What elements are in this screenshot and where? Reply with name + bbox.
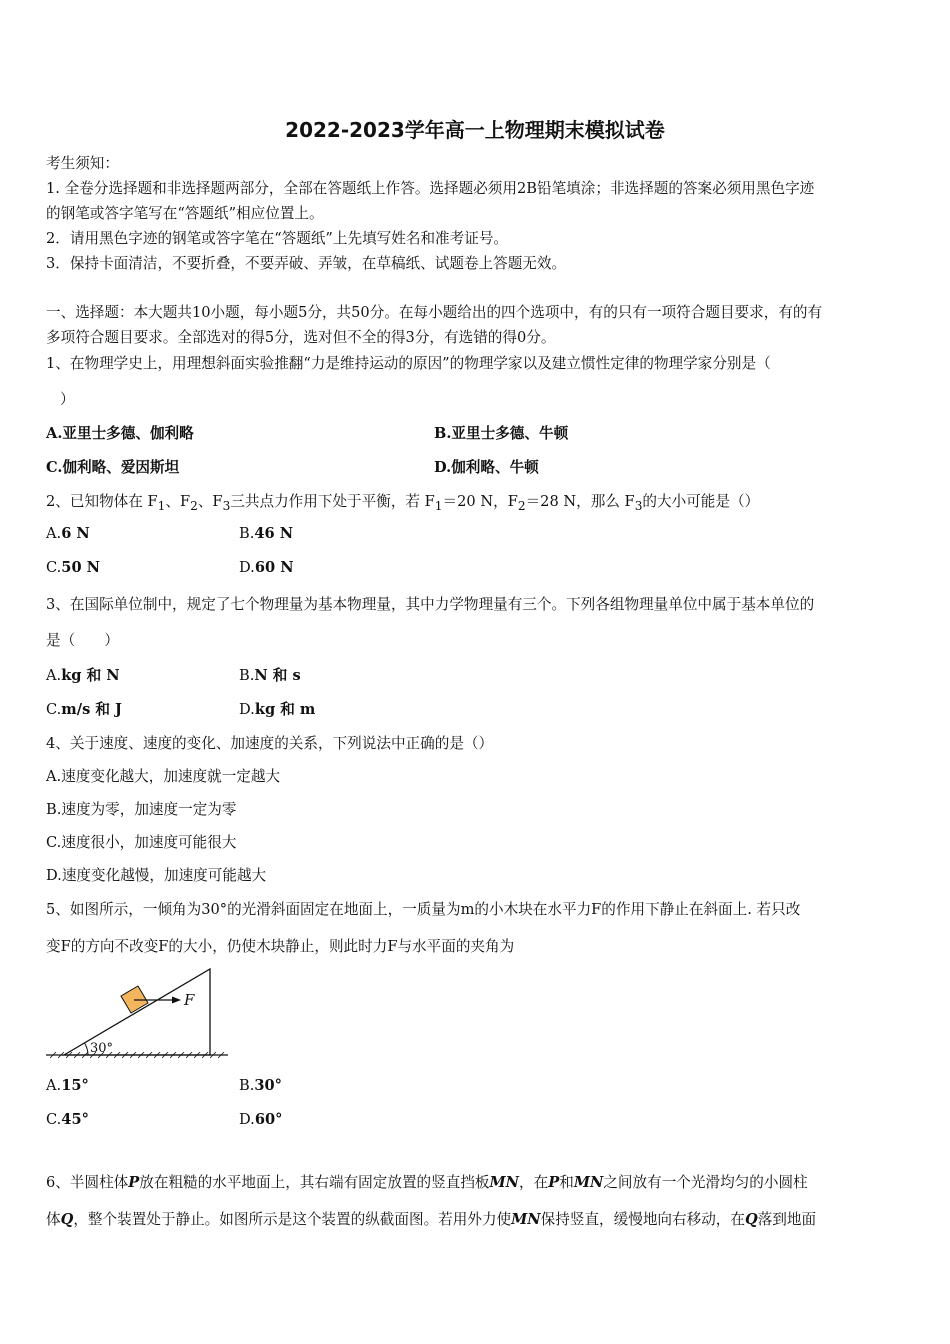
force-label: F bbox=[184, 991, 195, 1009]
q3-option-b-label: B. bbox=[239, 667, 255, 684]
q3-option-d-value: kg 和 m bbox=[254, 701, 316, 718]
q5-option-c-value: 45° bbox=[61, 1111, 89, 1128]
q2-option-c-label: C. bbox=[46, 559, 62, 576]
q5-option-a-value: 15° bbox=[61, 1077, 89, 1094]
q3-option-d-label: D. bbox=[239, 701, 255, 718]
q2-option-d bbox=[239, 559, 294, 576]
q6-var-mn: MN bbox=[489, 1174, 520, 1191]
q6-stem-line-2 bbox=[46, 1208, 816, 1229]
q5-option-a-label: A. bbox=[46, 1077, 62, 1094]
q2-stem-f: ＝28 N，那么 F bbox=[525, 493, 635, 510]
q1-option-b: B.亚里士多德、牛顿 bbox=[434, 425, 569, 442]
page-title: 2022-2023学年高一上物理期末模拟试卷 bbox=[285, 118, 665, 142]
q2-sub-3: 3 bbox=[222, 498, 231, 513]
q3-option-a-label: A. bbox=[46, 667, 62, 684]
q1-option-c: C.伽利略、爱因斯坦 bbox=[46, 459, 180, 476]
q2-option-a-label: A. bbox=[46, 525, 62, 542]
q2-option-c bbox=[46, 559, 100, 576]
q2-stem-a: 2、已知物体在 F bbox=[46, 493, 158, 510]
notice-heading: 考生须知： bbox=[46, 155, 119, 172]
q5-option-d bbox=[239, 1111, 282, 1128]
notice-item-2: 2．请用黑色字迹的钢笔或答字笔在“答题纸”上先填写姓名和准考证号。 bbox=[46, 230, 509, 247]
incline-diagram bbox=[44, 962, 234, 1064]
q6-var-q: Q bbox=[60, 1211, 74, 1228]
q6-text: 放在粗糙的水平地面上，其右端有固定放置的竖直挡板 bbox=[139, 1174, 490, 1191]
q4-option-b: B.速度为零，加速度一定为零 bbox=[46, 801, 237, 818]
q3-option-d bbox=[239, 698, 315, 719]
q3-option-c bbox=[46, 698, 122, 719]
q6-text: ，在 bbox=[519, 1174, 549, 1191]
q2-option-a bbox=[46, 525, 90, 542]
q2-option-b-label: B. bbox=[239, 525, 255, 542]
q5-option-a bbox=[46, 1077, 89, 1094]
q1-option-d: D.伽利略、牛顿 bbox=[434, 459, 539, 476]
q1-stem-line-2: ） bbox=[60, 391, 75, 408]
q2-option-a-value: 6 N bbox=[61, 525, 90, 542]
q5-option-d-label: D. bbox=[239, 1111, 255, 1128]
q6-text: 体 bbox=[46, 1211, 61, 1228]
q2-option-c-value: 50 N bbox=[61, 559, 101, 576]
q6-var-q: Q bbox=[744, 1211, 758, 1228]
q6-stem-line-1 bbox=[46, 1171, 808, 1192]
section-intro-line-1: 一、选择题：本大题共10小题，每小题5分，共50分。在每小题给出的四个选项中，有的只有一项符合题目要求，有的有 bbox=[46, 304, 823, 321]
q6-text: 之间放有一个光滑均匀的小圆柱 bbox=[603, 1174, 808, 1191]
q3-option-a bbox=[46, 664, 120, 685]
q6-var-mn: MN bbox=[511, 1211, 541, 1228]
section-intro-line-2: 多项符合题目要求。全部选对的得5分，选对但不全的得3分，有选错的得0分。 bbox=[46, 329, 556, 346]
q3-option-b-value: N 和 s bbox=[254, 667, 301, 684]
notice-item-1-line-2: 的钢笔或答字笔写在“答题纸”相应位置上。 bbox=[46, 205, 324, 222]
q4-option-a: A.速度变化越大，加速度就一定越大 bbox=[46, 768, 281, 785]
q5-option-c-label: C. bbox=[46, 1111, 62, 1128]
q2-option-b-value: 46 N bbox=[254, 525, 294, 542]
q2-sub-2: 2 bbox=[190, 498, 198, 513]
q5-option-d-value: 60° bbox=[254, 1111, 283, 1128]
q6-text: 和 bbox=[559, 1174, 574, 1191]
q2-sub-6: 3 bbox=[634, 498, 643, 513]
q5-option-b-label: B. bbox=[239, 1077, 255, 1094]
q5-option-b bbox=[239, 1077, 282, 1094]
q2-stem-e: ＝20 N，F bbox=[442, 493, 518, 510]
q2-option-b bbox=[239, 525, 293, 542]
q5-stem-line-2: 变F的方向不改变F的大小，仍使木块静止，则此时力F与水平面的夹角为 bbox=[46, 938, 515, 955]
q2-stem-b: 、F bbox=[165, 493, 191, 510]
q1-stem-line-1: 1、在物理学史上，用理想斜面实验推翻“力是维持运动的原因”的物理学家以及建立惯性定律的物理学家分别是（ bbox=[46, 355, 771, 372]
q2-sub-5: 2 bbox=[517, 498, 526, 513]
q1-option-a: A.亚里士多德、伽利略 bbox=[46, 425, 194, 442]
q6-text: 保持竖直，缓慢地向右移动，在 bbox=[540, 1211, 745, 1228]
q2-option-d-label: D. bbox=[239, 559, 255, 576]
force-arrow-head bbox=[172, 997, 181, 1004]
q4-option-d: D.速度变化越慢，加速度可能越大 bbox=[46, 867, 267, 884]
q3-option-c-label: C. bbox=[46, 701, 62, 718]
q6-text: ，整个装置处于静止。如图所示是这个装置的纵截面图。若用外力使 bbox=[73, 1211, 512, 1228]
notice-item-1-line-1: 1. 全卷分选择题和非选择题两部分，全部在答题纸上作答。选择题必须用2B铅笔填涂；非选择题的答案必须用黑色字迹 bbox=[46, 180, 815, 197]
q3-stem-line-1: 3、在国际单位制中，规定了七个物理量为基本物理量，其中力学物理量有三个。下列各组物理量单位中属于基本单位的 bbox=[46, 596, 815, 613]
q2-option-d-value: 60 N bbox=[254, 559, 294, 576]
q4-option-c: C.速度很小，加速度可能很大 bbox=[46, 834, 237, 851]
q3-option-b bbox=[239, 664, 301, 685]
q3-option-a-value: kg 和 N bbox=[61, 667, 120, 684]
q2-stem-d: 三共点力作用下处于平衡，若 F bbox=[230, 493, 435, 510]
q2-stem-g: 的大小可能是（） bbox=[642, 493, 760, 510]
q6-var-p: P bbox=[548, 1174, 560, 1191]
q3-option-c-value: m/s 和 J bbox=[61, 701, 122, 718]
q6-var-p: P bbox=[128, 1174, 140, 1191]
q2-sub-4: 1 bbox=[434, 498, 443, 513]
q5-option-b-value: 30° bbox=[254, 1077, 282, 1094]
q5-stem-line-1: 5、如图所示，一倾角为30°的光滑斜面固定在地面上，一质量为m的小木块在水平力F的作用下静止在斜面上. 若只改 bbox=[46, 901, 801, 918]
q2-stem-c: 、F bbox=[197, 493, 223, 510]
q3-stem-line-2: 是（ ） bbox=[46, 632, 119, 649]
q6-text: 落到地面 bbox=[757, 1211, 817, 1228]
notice-item-3: 3．保持卡面清洁，不要折叠，不要弄破、弄皱，在草稿纸、试题卷上答题无效。 bbox=[46, 255, 567, 272]
angle-label: 30° bbox=[90, 1041, 114, 1056]
incline-triangle bbox=[64, 969, 210, 1055]
q5-option-c bbox=[46, 1111, 89, 1128]
q6-var-mn: MN bbox=[573, 1174, 604, 1191]
q6-text: 6、半圆柱体 bbox=[46, 1174, 129, 1191]
q2-sub-1: 1 bbox=[157, 498, 166, 513]
q4-stem: 4、关于速度、速度的变化、加速度的关系，下列说法中正确的是（） bbox=[46, 735, 494, 752]
q2-stem bbox=[46, 490, 759, 513]
